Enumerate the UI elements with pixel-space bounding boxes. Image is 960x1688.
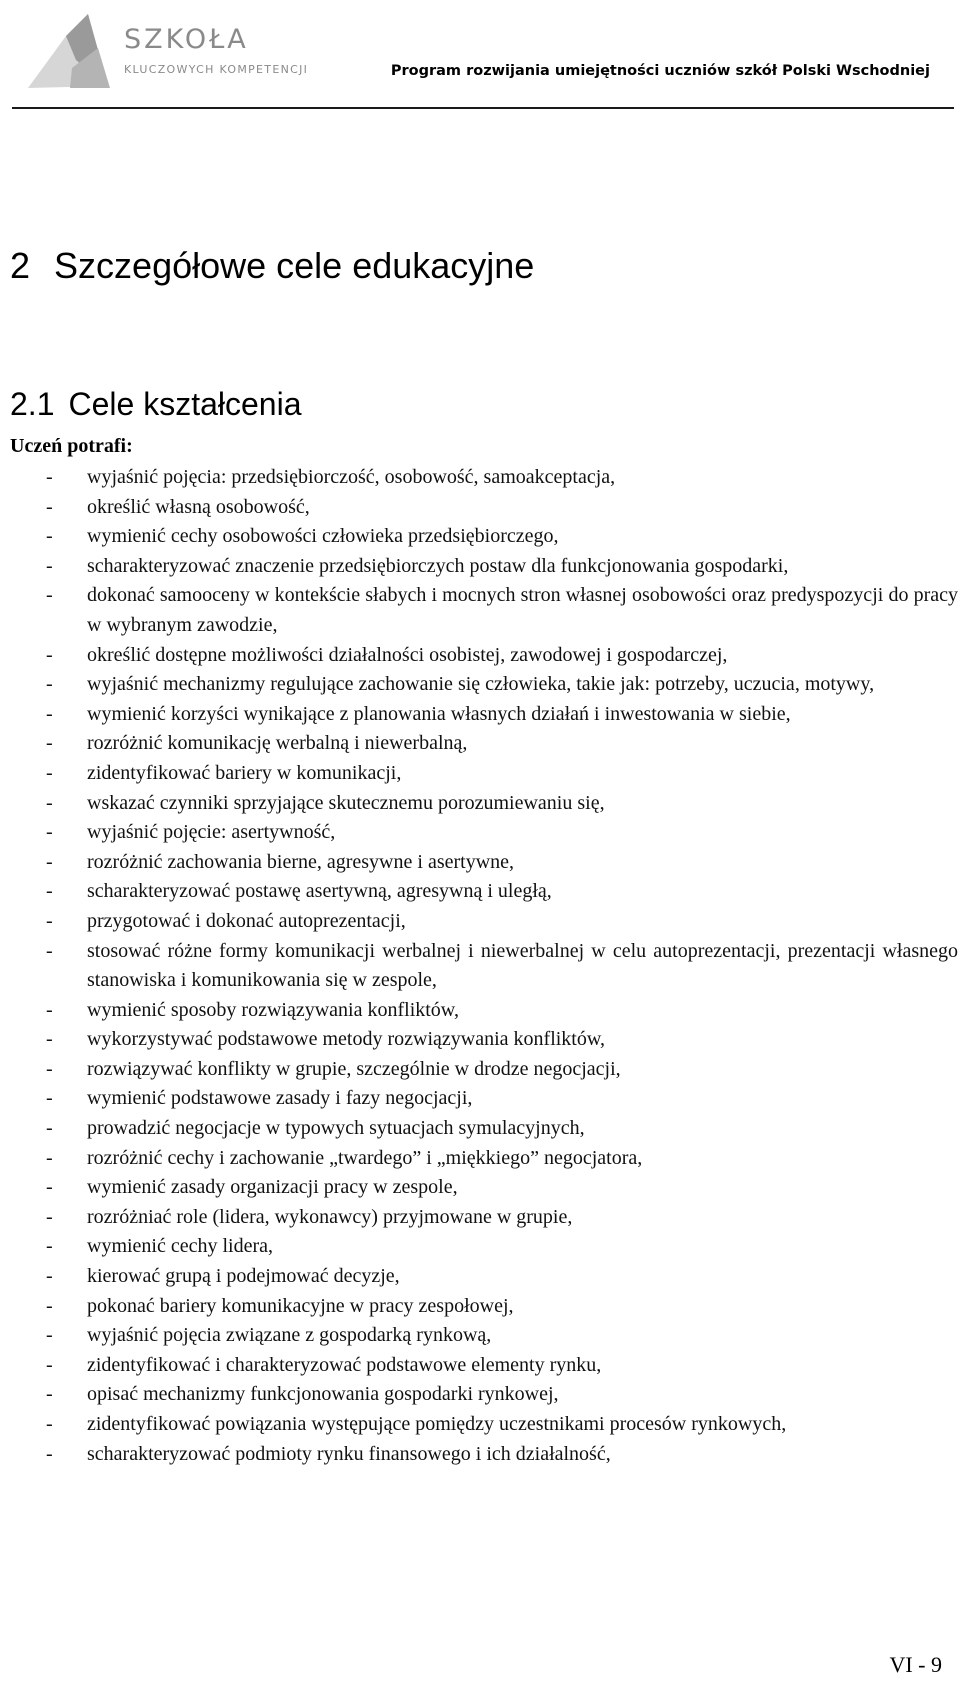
section-heading — [10, 244, 534, 288]
goal-item: - wykorzystywać podstawowe metody rozwiązywania konfliktów, — [10, 1025, 958, 1055]
goal-item: - wyjaśnić pojęcie: asertywność, — [10, 818, 958, 848]
goal-item: - wymienić podstawowe zasady i fazy negocjacji, — [10, 1084, 958, 1114]
goal-item: - kierować grupą i podejmować decyzje, — [10, 1262, 958, 1292]
logo-name: SZKOŁA — [124, 24, 249, 55]
goals-list — [10, 463, 958, 1469]
goal-item: - wymienić cechy osobowości człowieka przedsiębiorczego, — [10, 522, 958, 552]
goal-item: - scharakteryzować znaczenie przedsiębiorczych postaw dla funkcjonowania gospodarki, — [10, 552, 958, 582]
goal-item: - rozwiązywać konflikty w grupie, szczególnie w drodze negocjacji, — [10, 1055, 958, 1085]
goal-item: - opisać mechanizmy funkcjonowania gospodarki rynkowej, — [10, 1380, 958, 1410]
section-number: 2 — [10, 245, 31, 286]
logo-subtitle: KLUCZOWYCH KOMPETENCJI — [124, 63, 309, 76]
goal-item: - wskazać czynniki sprzyjające skutecznemu porozumiewaniu się, — [10, 789, 958, 819]
goal-item: - przygotować i dokonać autoprezentacji, — [10, 907, 958, 937]
goal-item: - określić własną osobowość, — [10, 493, 958, 523]
page-header — [0, 0, 960, 112]
goal-item: - scharakteryzować podmioty rynku finansowego i ich działalność, — [10, 1440, 958, 1470]
goal-item: - dokonać samooceny w kontekście słabych i mocnych stron własnej osobowości oraz predyspozycji do pracy w wybranym zawodzie, — [10, 581, 958, 640]
goal-item: - wymienić cechy lidera, — [10, 1232, 958, 1262]
goal-item: - rozróżnić cechy i zachowanie „twardego” i „miękkiego” negocjatora, — [10, 1144, 958, 1174]
subsection-heading — [10, 384, 301, 424]
intro-label: Uczeń potrafi: — [10, 435, 133, 457]
goal-item: - rozróżniać role (lidera, wykonawcy) przyjmowane w grupie, — [10, 1203, 958, 1233]
subsection-title: Cele kształcenia — [68, 386, 302, 422]
section-title: Szczegółowe cele edukacyjne — [54, 245, 535, 286]
goal-item: - wyjaśnić pojęcia związane z gospodarką rynkową, — [10, 1321, 958, 1351]
header-divider — [12, 107, 954, 109]
page-number: VI - 9 — [889, 1652, 942, 1677]
goal-item: - wymienić zasady organizacji pracy w zespole, — [10, 1173, 958, 1203]
goal-item: - wymienić sposoby rozwiązywania konfliktów, — [10, 996, 958, 1026]
subsection-number: 2.1 — [10, 386, 55, 422]
goal-item: - zidentyfikować i charakteryzować podstawowe elementy rynku, — [10, 1351, 958, 1381]
goal-item: - zidentyfikować bariery w komunikacji, — [10, 759, 958, 789]
goal-item: - wyjaśnić mechanizmy regulujące zachowanie się człowieka, takie jak: potrzeby, uczucia, motywy, — [10, 670, 958, 700]
goal-item: - wyjaśnić pojęcia: przedsiębiorczość, osobowość, samoakceptacja, — [10, 463, 958, 493]
goal-item: - prowadzić negocjacje w typowych sytuacjach symulacyjnych, — [10, 1114, 958, 1144]
program-title: Program rozwijania umiejętności uczniów szkół Polski Wschodniej — [390, 63, 930, 79]
goal-item: - stosować różne formy komunikacji werbalnej i niewerbalnej w celu autoprezentacji, prezentacji własnego stanowiska i komunikowania się w zespole, — [10, 937, 958, 996]
goal-item: - określić dostępne możliwości działalności osobistej, zawodowej i gospodarczej, — [10, 641, 958, 671]
goal-item: - rozróżnić zachowania bierne, agresywne i asertywne, — [10, 848, 958, 878]
logo — [26, 8, 326, 90]
goal-item: - zidentyfikować powiązania występujące pomiędzy uczestnikami procesów rynkowych, — [10, 1410, 958, 1440]
mountain-logo-icon — [26, 8, 116, 90]
goal-item: - wymienić korzyści wynikające z planowania własnych działań i inwestowania w siebie, — [10, 700, 958, 730]
goal-item: - scharakteryzować postawę asertywną, agresywną i uległą, — [10, 877, 958, 907]
goal-item: - pokonać bariery komunikacyjne w pracy zespołowej, — [10, 1292, 958, 1322]
goal-item: - rozróżnić komunikację werbalną i niewerbalną, — [10, 729, 958, 759]
